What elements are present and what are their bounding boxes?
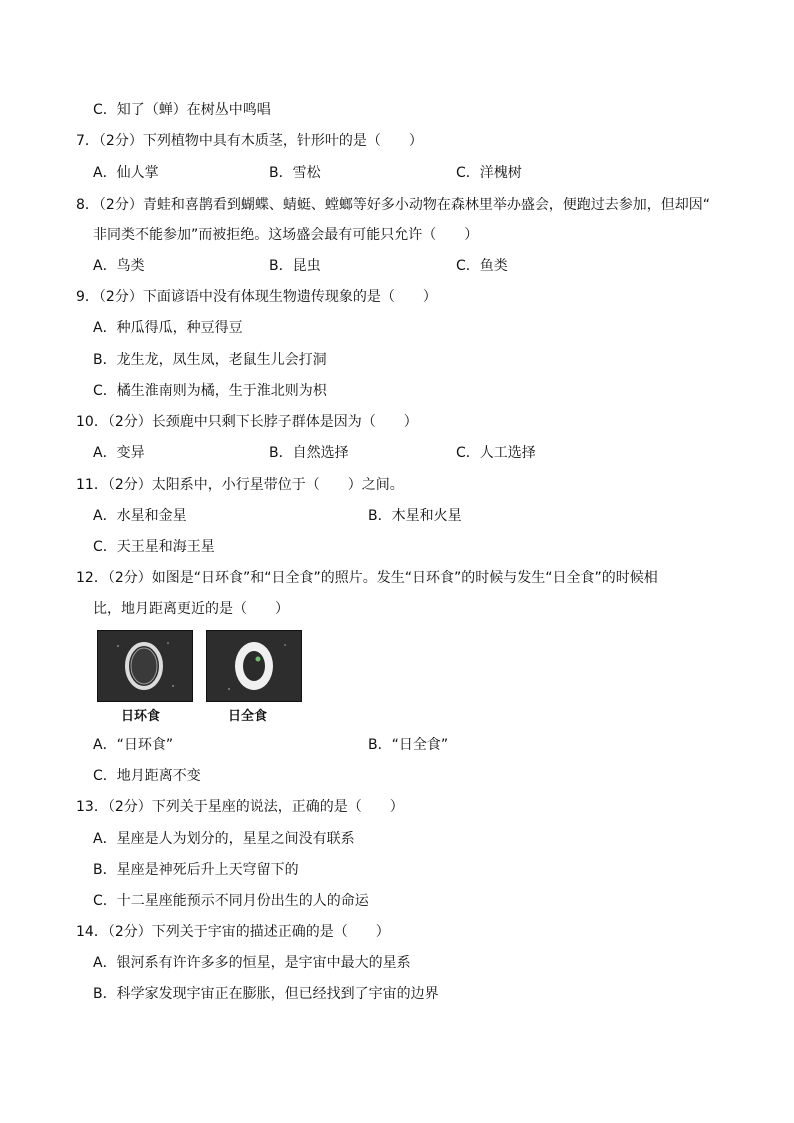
q8-option-c: C．鱼类 (456, 258, 508, 274)
q7-option-b: B．雪松 (269, 165, 321, 181)
q11-option-a: A．水星和金星 (93, 508, 187, 524)
q12-option-b: B．“日全食” (368, 737, 449, 753)
q13-option-b: B．星座是神死后升上天穹留下的 (93, 862, 299, 878)
q13-option-c: C．十二星座能预示不同月份出生的人的命运 (93, 893, 369, 909)
q8-option-a: A．鸟类 (93, 258, 145, 274)
q12-option-c: C．地月距离不变 (93, 768, 201, 784)
question-10: 10．（2分）长颈鹿中只剩下长脖子群体是因为（ ） (76, 414, 418, 430)
q10-option-c: C．人工选择 (456, 445, 536, 461)
question-12-line-1: 12．（2分）如图是“日环食”和“日全食”的照片。发生“日环食”的时候与发生“日全食”的时候相 (76, 570, 658, 586)
q11-option-b: B．木星和火星 (368, 508, 462, 524)
q12-option-a: A．“日环食” (93, 737, 174, 753)
q7-option-a: A．仙人掌 (93, 165, 159, 181)
question-12-line-2: 比，地月距离更近的是（ ） (93, 601, 289, 617)
q7-option-c: C．洋槐树 (456, 165, 522, 181)
q6-option-c: C．知了（蝉）在树丛中鸣唱 (93, 102, 271, 118)
question-9: 9．（2分）下面谚语中没有体现生物遗传现象的是（ ） (76, 289, 437, 305)
q8-option-b: B．昆虫 (269, 258, 321, 274)
q9-option-c: C．橘生淮南则为橘，生于淮北则为枳 (93, 383, 327, 399)
question-8-line-2: 非同类不能参加”而被拒绝。这场盛会最有可能只允许（ ） (93, 227, 479, 243)
annular-eclipse-caption: 日环食 (121, 709, 161, 724)
q11-option-c: C．天王星和海王星 (93, 539, 215, 555)
q14-option-a: A．银河系有许许多多的恒星，是宇宙中最大的星系 (93, 955, 411, 971)
q9-option-a: A．种瓜得瓜，种豆得豆 (93, 320, 243, 336)
q9-option-b: B．龙生龙，凤生凤，老鼠生儿会打洞 (93, 352, 327, 368)
question-7: 7．（2分）下列植物中具有木质茎，针形叶的是（ ） (76, 133, 423, 149)
annular-eclipse-photo (97, 630, 193, 702)
q13-option-a: A．星座是人为划分的，星星之间没有联系 (93, 831, 355, 847)
total-eclipse-caption: 日全食 (228, 709, 268, 724)
question-13: 13．（2分）下列关于星座的说法，正确的是（ ） (76, 799, 404, 815)
question-14: 14．（2分）下列关于宇宙的描述正确的是（ ） (76, 924, 390, 940)
question-11: 11．（2分）太阳系中，小行星带位于（ ）之间。 (76, 477, 404, 493)
q14-option-b: B．科学家发现宇宙正在膨胀，但已经找到了宇宙的边界 (93, 986, 439, 1002)
total-eclipse-photo (206, 630, 302, 702)
question-8-line-1: 8．（2分）青蛙和喜鹊看到蝴蝶、蜻蜓、螳螂等好多小动物在森林里举办盛会，便跑过去参加，但却因“ (76, 197, 711, 213)
q10-option-a: A．变异 (93, 445, 145, 461)
q10-option-b: B．自然选择 (269, 445, 349, 461)
